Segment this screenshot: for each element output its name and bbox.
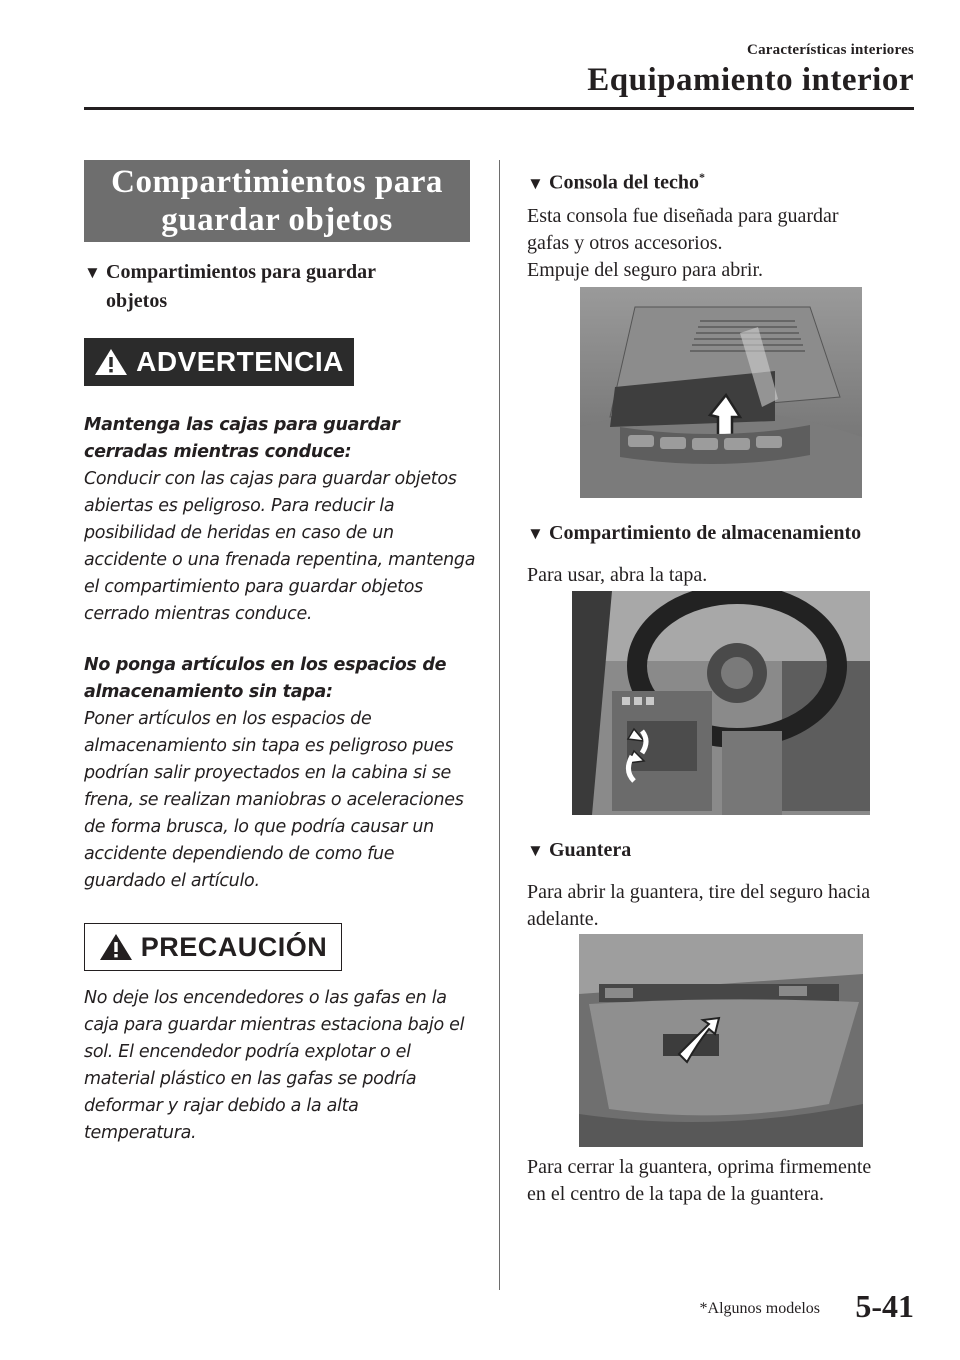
s3-line2: adelante.	[527, 908, 599, 930]
section-title: Equipamiento interior	[587, 62, 914, 98]
footer-note: *Algunos modelos	[699, 1300, 820, 1317]
s1-line2: gafas y otros accesorios.	[527, 232, 723, 254]
s2-title: Compartimiento de almacenamiento	[549, 522, 862, 544]
caution-label: PRECAUCIÓN	[140, 931, 328, 962]
overhead-console-text	[527, 203, 927, 284]
section-banner	[84, 160, 470, 242]
page-number: 5-41	[855, 1288, 914, 1324]
s3-title: Guantera	[549, 839, 632, 861]
s1-line1: Esta consola fue diseñada para guardar	[527, 205, 839, 227]
chapter-title: Características interiores	[747, 42, 914, 58]
glovebox-image	[579, 934, 863, 1147]
caution-text: No deje los encendedores o las gafas en la caja para guardar mientras estaciona bajo el sol. El encendedor podría explotar o el material plástico en las gafas se podría deformar y rajar debido a la alta temperatura.	[84, 988, 465, 1143]
banner-line1: Compartimientos para	[111, 164, 443, 200]
subheading-line2: objetos	[106, 290, 168, 312]
s3-close-line1: Para cerrar la guantera, oprima firmemente	[527, 1156, 872, 1178]
warning2-text: Poner artículos en los espacios de almacenamiento sin tapa es peligroso pues podrían salir proyectados en la cabina si se frena, se realizan maniobras o aceleraciones de forma brusca, lo que podría causar un accidente dependiendo de como fue guardado el artículo.	[84, 709, 464, 891]
overhead-console-image	[580, 287, 862, 498]
triangle-bullet-icon: ▼	[527, 173, 544, 193]
s1-title: Consola del techo	[549, 171, 699, 194]
glovebox-close-text	[527, 1154, 927, 1208]
s3-line1: Para abrir la guantera, tire del seguro hacia	[527, 881, 871, 903]
header-rule	[84, 107, 914, 110]
subheading-line1: Compartimientos para guardar	[106, 261, 376, 283]
warning-content	[84, 412, 476, 915]
column-divider	[499, 160, 500, 1290]
triangle-bullet-icon: ▼	[84, 263, 101, 282]
banner-line2: guardar objetos	[161, 202, 393, 238]
triangle-bullet-icon: ▼	[527, 524, 544, 543]
storage-text: Para usar, abra la tapa.	[527, 564, 708, 586]
warning-triangle-icon	[94, 347, 128, 377]
s1-star: *	[699, 170, 705, 184]
warning1-title: Mantenga las cajas para guardar cerradas mientras conduce:	[84, 415, 400, 462]
storage-compartment-image	[572, 591, 870, 815]
warning-paragraph-2	[84, 652, 476, 895]
s3-close-line2: en el centro de la tapa de la guantera.	[527, 1183, 825, 1205]
caution-triangle-icon	[99, 932, 133, 962]
warning-label: ADVERTENCIA	[136, 346, 344, 377]
warning-paragraph-1	[84, 412, 476, 628]
glovebox-open-text	[527, 879, 927, 933]
subheading	[84, 258, 484, 316]
warning1-text: Conducir con las cajas para guardar objetos abiertas es peligroso. Para reducir la posibilidad de heridas en caso de un accidente o una frenada repentina, mantenga el compartimiento para guardar objetos cerrado mientras conduce.	[84, 469, 476, 624]
glovebox-heading	[527, 836, 927, 865]
warning2-title: No ponga artículos en los espacios de almacenamiento sin tapa:	[84, 655, 447, 702]
warning-label-box	[84, 338, 354, 386]
triangle-bullet-icon: ▼	[527, 841, 544, 860]
s1-line3: Empuje del seguro para abrir.	[527, 259, 764, 281]
overhead-console-heading	[527, 163, 917, 198]
storage-heading	[527, 519, 927, 548]
caution-label-box	[84, 923, 342, 971]
